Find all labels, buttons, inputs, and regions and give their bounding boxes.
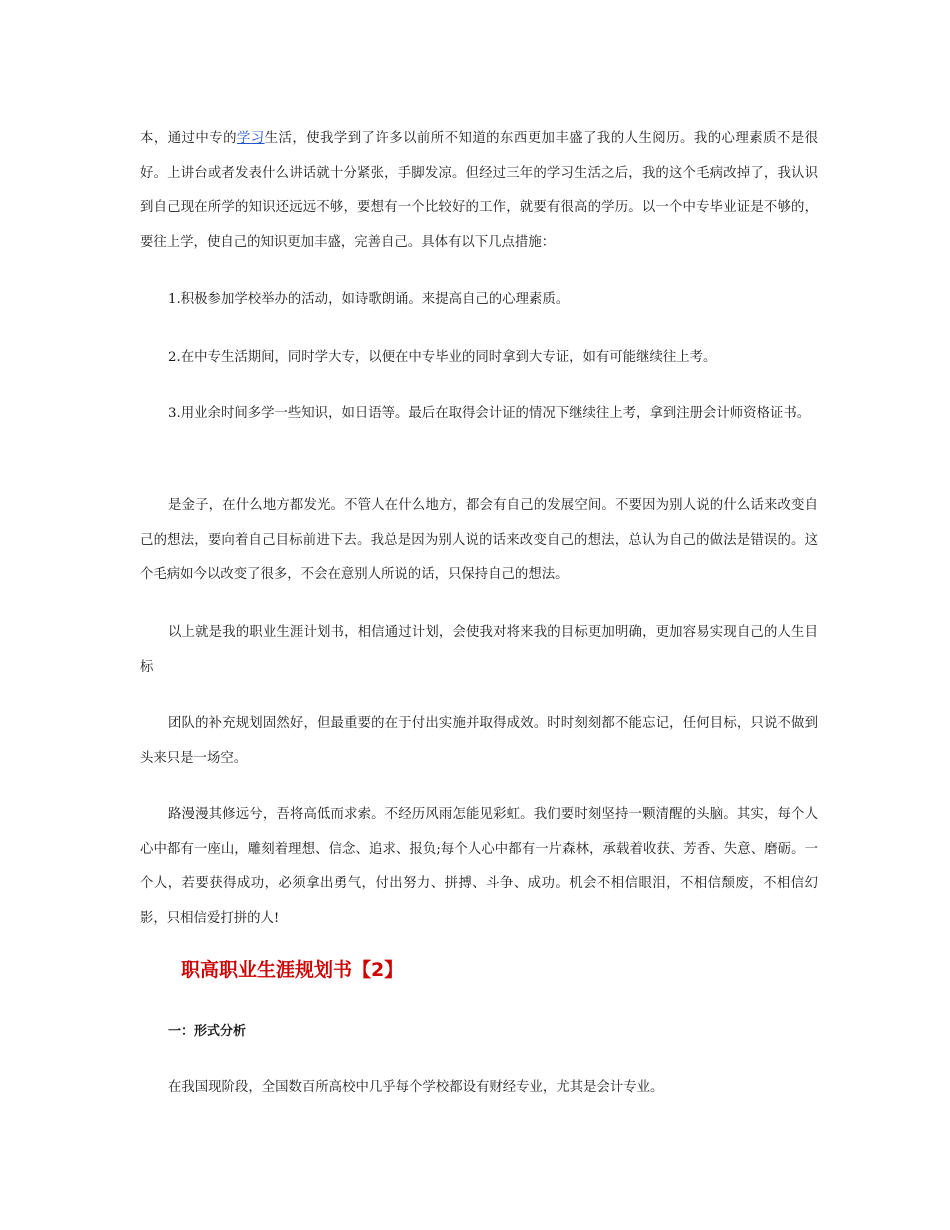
paragraph-text: 生活，使我学到了许多以前所不知道的东西更加丰盛了我的人生阅历。我的心理素质不是很好。上讲台或者发表什么讲话就十分紧张，手脚发凉。但经过三年的学习生活之后，我的这个毛病改掉了，我认识到自己现在所学的知识还远远不够，要想有一个比较好的工作，就要有很高的学历。以一个中专毕业证是不够的，要往上学，使自己的知识更加丰盛，完善自己。具体有以下几点措施： [140, 131, 819, 250]
measure-item-2: 2.在中专生活期间，同时学大专，以便在中专毕业的同时拿到大专证，如有可能继续往上考。 [168, 350, 717, 365]
study-link[interactable]: 学习 [236, 131, 265, 146]
paragraph-summary: 以上就是我的职业生涯计划书，相信通过计划，会使我对将来我的目标更加明确，更加容易实现自己的人生目标 [140, 625, 818, 675]
measure-item-1: 1.积极参加学校举办的活动，如诗歌朗诵。来提高自己的心理素质。 [168, 292, 570, 307]
paragraph-study-life [140, 122, 818, 260]
paragraph-gold: 是金子，在什么地方都发光。不管人在什么地方，都会有自己的发展空间。不要因为别人说的什么话来改变自己的想法，要向着自己目标前进下去。我总是因为别人说的话来改变自己的想法，总认为自己的做法是错误的。这个毛病如今以改变了很多，不会在意别人所说的话，只保持自己的想法。 [140, 498, 818, 582]
paragraph-text: 本，通过中专的 [140, 131, 237, 146]
paragraph-analysis: 在我国现阶段，全国数百所高校中几乎每个学校都设有财经专业，尤其是会计专业。 [168, 1080, 664, 1095]
section-subheading: 一：形式分析 [168, 1024, 247, 1039]
paragraph-road: 路漫漫其修远兮，吾将高低而求索。不经历风雨怎能见彩虹。我们要时刻坚持一颗清醒的头脑。其实，每个人心中都有一座山，雕刻着理想、信念、追求、报负;每个人心中都有一片森林，承载着收获、芳香、失意、磨砺。一个人，若要获得成功，必须拿出勇气，付出努力、拼搏、斗争、成功。机会不相信眼泪，不相信颓废，不相信幻影，只相信爱打拼的人! [140, 807, 818, 926]
measure-item-3: 3.用业余时间多学一些知识，如日语等。最后在取得会计证的情况下继续往上考，拿到注册会计师资格证书。 [168, 406, 811, 421]
section-heading: 职高职业生涯规划书【2】 [181, 959, 404, 981]
paragraph-team: 团队的补充规划固然好，但最重要的在于付出实施并取得成效。时时刻刻都不能忘记，任何目标，只说不做到头来只是一场空。 [140, 716, 818, 766]
